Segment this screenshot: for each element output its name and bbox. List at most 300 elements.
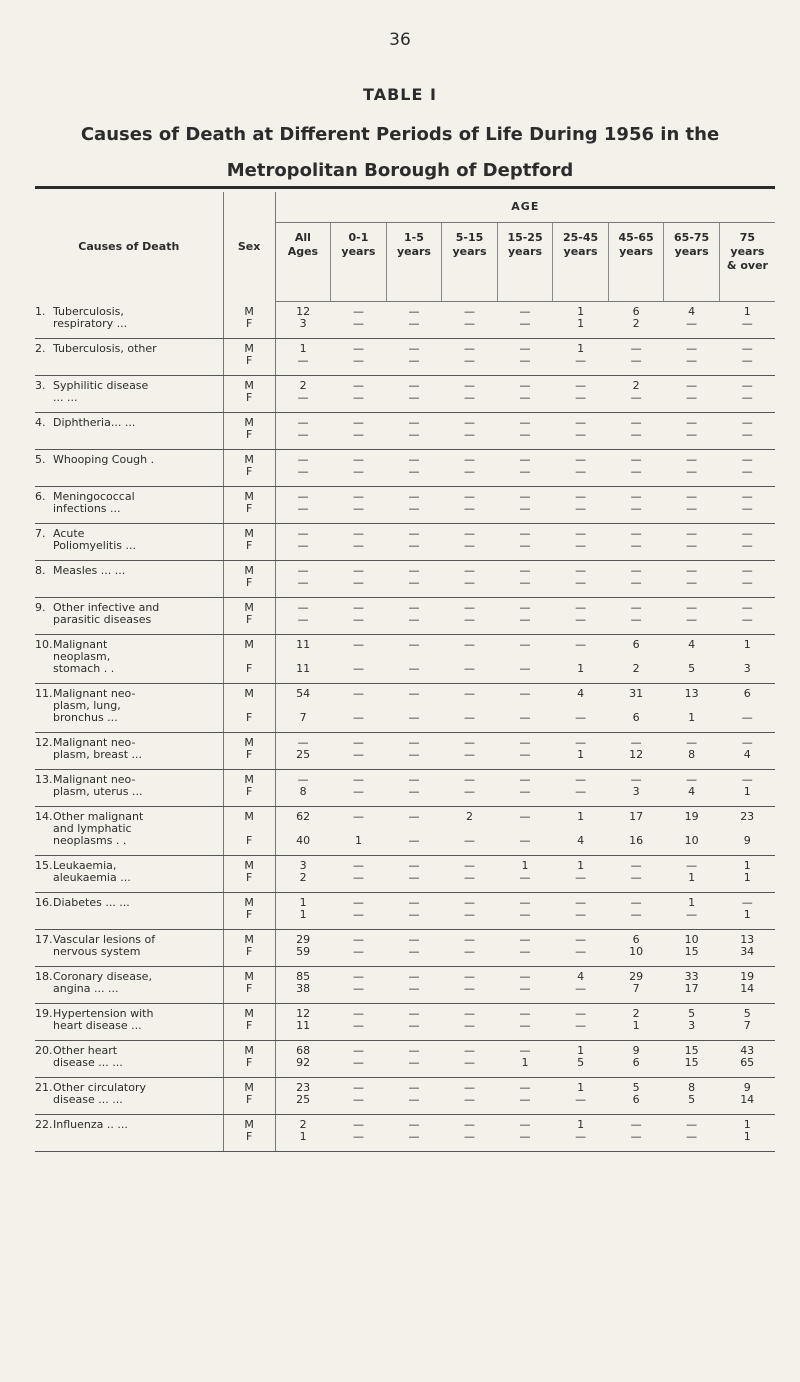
death-count: 7	[299, 711, 307, 724]
death-count: —	[741, 564, 753, 577]
death-count-cell	[386, 892, 442, 929]
death-count-cell	[386, 449, 442, 486]
death-count: —	[741, 465, 753, 478]
death-count-cell	[386, 523, 442, 560]
death-count-cell	[664, 892, 720, 929]
death-count: —	[519, 908, 531, 921]
death-count: —	[464, 834, 475, 847]
death-count-cell	[553, 523, 609, 560]
death-count: 1	[521, 859, 529, 872]
death-count: —	[464, 1130, 475, 1143]
death-count: —	[408, 1019, 420, 1032]
death-count-cell	[608, 523, 664, 560]
death-count-cell	[275, 1040, 331, 1077]
cause-number: 14.	[35, 810, 53, 823]
death-count-cell	[442, 806, 498, 855]
death-count: —	[464, 318, 475, 330]
death-count: —	[408, 576, 420, 589]
death-count-cell	[442, 769, 498, 806]
table-row	[35, 855, 775, 892]
cause-label: Syphilitic disease	[53, 379, 149, 392]
death-count: 1	[743, 638, 751, 651]
death-count: —	[630, 539, 642, 552]
death-count-cell	[497, 375, 553, 412]
death-count-cell	[497, 892, 553, 929]
death-count-cell	[664, 338, 720, 375]
death-count: —	[630, 871, 642, 884]
death-count-cell	[608, 449, 664, 486]
sex-cell	[223, 486, 275, 523]
death-count-cell	[275, 523, 331, 560]
death-count-cell	[331, 375, 387, 412]
death-count-cell	[331, 806, 387, 855]
cause-label: Leukaemia,	[53, 859, 117, 872]
death-count: —	[352, 465, 364, 478]
death-count: 4	[577, 970, 585, 983]
cause-number: 18.	[35, 970, 53, 983]
death-count: —	[630, 576, 642, 589]
death-count: —	[686, 354, 698, 367]
death-count: —	[575, 785, 587, 798]
death-count: —	[352, 416, 364, 429]
cause-text: plasm, breast ...	[53, 748, 143, 761]
death-count: 25	[296, 748, 311, 761]
cause-number: 16.	[35, 896, 53, 909]
age-column-header	[331, 223, 387, 302]
death-count: —	[352, 785, 364, 798]
death-count: 1	[299, 896, 307, 909]
death-count: —	[352, 490, 364, 503]
death-count: —	[519, 1007, 531, 1020]
cause-label: Other circulatory	[53, 1081, 147, 1094]
death-count: 29	[629, 970, 644, 983]
death-count: —	[575, 1093, 587, 1106]
death-count: —	[297, 527, 309, 540]
death-count: —	[408, 354, 420, 367]
death-count: —	[519, 638, 531, 651]
death-count-cell	[664, 597, 720, 634]
death-count-cell	[553, 892, 609, 929]
death-count: —	[297, 391, 309, 404]
death-count-cell	[386, 1077, 442, 1114]
death-count: —	[408, 1081, 420, 1094]
death-count: —	[519, 810, 531, 823]
death-count: 1	[743, 871, 751, 884]
death-count-cell	[497, 929, 553, 966]
cause-of-death-cell	[35, 683, 223, 732]
death-count: —	[408, 428, 420, 441]
death-count-cell	[442, 1114, 498, 1151]
death-count-cell	[553, 1077, 609, 1114]
cause-label: Malignant neo-	[53, 687, 136, 700]
cause-of-death-cell	[35, 855, 223, 892]
death-count-cell	[442, 338, 498, 375]
death-count: 4	[688, 638, 696, 651]
death-count: —	[630, 601, 642, 614]
death-count-cell	[442, 683, 498, 732]
death-count-cell	[719, 560, 775, 597]
death-count: —	[352, 613, 364, 626]
death-count: 1	[521, 1056, 529, 1069]
death-count: —	[741, 379, 753, 392]
death-count	[608, 823, 664, 835]
death-count: —	[464, 1093, 475, 1106]
death-count-cell	[331, 1077, 387, 1114]
death-count-cell	[664, 1003, 720, 1040]
death-count: —	[686, 502, 698, 515]
table-row	[35, 597, 775, 634]
death-count: 1	[299, 342, 307, 355]
death-count: —	[464, 736, 475, 749]
death-count: —	[352, 601, 364, 614]
cause-text	[35, 417, 221, 429]
death-count-cell	[275, 1077, 331, 1114]
death-count: —	[408, 711, 420, 724]
death-count: 10	[684, 834, 699, 847]
death-count-cell	[553, 560, 609, 597]
causes-of-death-table	[35, 192, 775, 1152]
death-count-cell	[386, 769, 442, 806]
death-count-cell	[331, 634, 387, 683]
death-count: —	[519, 354, 531, 367]
sex-value: F	[245, 871, 253, 884]
death-count: —	[408, 391, 420, 404]
death-count: 38	[296, 982, 311, 995]
death-count: —	[519, 834, 531, 847]
death-count: —	[352, 1093, 364, 1106]
death-count-cell	[442, 375, 498, 412]
table-row	[35, 683, 775, 732]
sex-value: F	[245, 391, 253, 404]
sex-value: M	[244, 896, 254, 909]
sex-cell	[223, 560, 275, 597]
death-count: —	[408, 871, 420, 884]
cause-text: disease ... ...	[53, 1093, 123, 1106]
death-count: —	[630, 859, 642, 872]
death-count: —	[630, 1130, 642, 1143]
death-count-cell	[497, 449, 553, 486]
death-count-cell	[442, 892, 498, 929]
death-count: 43	[740, 1044, 755, 1057]
death-count-cell	[497, 486, 553, 523]
cause-of-death-cell	[35, 1040, 223, 1077]
death-count: —	[464, 970, 475, 983]
death-count: —	[464, 428, 475, 441]
death-count: 1	[577, 748, 585, 761]
death-count-cell	[497, 855, 553, 892]
death-count-cell	[553, 929, 609, 966]
age-column-header-line: 75	[739, 231, 756, 244]
death-count-cell	[553, 683, 609, 732]
death-count-cell	[608, 1114, 664, 1151]
cause-label: Other heart	[53, 1044, 118, 1057]
table-row	[35, 806, 775, 855]
death-count: —	[686, 428, 698, 441]
death-count: —	[297, 539, 309, 552]
death-count: 92	[296, 1056, 311, 1069]
death-count-cell	[608, 486, 664, 523]
death-count: —	[352, 773, 364, 786]
death-count-cell	[331, 732, 387, 769]
age-column-header	[442, 223, 498, 302]
death-count: —	[686, 465, 698, 478]
death-count: —	[464, 379, 475, 392]
cause-number: 15.	[35, 859, 53, 872]
cause-text	[35, 688, 221, 700]
death-count: —	[630, 896, 642, 909]
death-count: —	[464, 748, 475, 761]
death-count: 3	[632, 785, 640, 798]
age-column-header-line: 1-5	[404, 231, 424, 244]
age-column-header	[719, 223, 775, 302]
death-count: 3	[743, 662, 751, 675]
death-count-cell	[275, 338, 331, 375]
death-count: —	[408, 465, 420, 478]
sex-value: F	[245, 576, 253, 589]
cause-label: Influenza .. ...	[53, 1118, 128, 1131]
death-count: —	[408, 896, 420, 909]
death-count: —	[464, 490, 475, 503]
death-count-cell	[386, 597, 442, 634]
cause-text: neoplasm,	[53, 650, 111, 663]
death-count: —	[408, 945, 420, 958]
death-count: 12	[629, 748, 644, 761]
death-count: 5	[688, 1093, 696, 1106]
death-count: —	[464, 1118, 475, 1131]
death-count: 11	[296, 662, 311, 675]
death-count: 1	[743, 306, 751, 318]
sex-value: M	[244, 416, 254, 429]
death-count: —	[352, 933, 364, 946]
death-count: 2	[632, 379, 640, 392]
table-row	[35, 1003, 775, 1040]
cause-of-death-cell	[35, 966, 223, 1003]
cause-number: 9.	[35, 601, 46, 614]
cause-of-death-cell	[35, 1077, 223, 1114]
death-count-cell	[275, 1114, 331, 1151]
death-count-cell	[386, 929, 442, 966]
death-count: 1	[299, 908, 307, 921]
death-count: —	[352, 564, 364, 577]
death-count: 23	[740, 810, 755, 823]
death-count: —	[630, 465, 642, 478]
death-count: —	[519, 687, 531, 700]
death-count: —	[519, 1081, 531, 1094]
sex-value: F	[245, 945, 253, 958]
sex-value: M	[244, 773, 254, 786]
sex-cell	[223, 1040, 275, 1077]
death-count: —	[519, 982, 531, 995]
sex-value: M	[244, 1118, 254, 1131]
death-count-cell	[497, 806, 553, 855]
death-count-cell	[608, 806, 664, 855]
cause-text	[35, 1082, 221, 1094]
death-count-cell	[275, 486, 331, 523]
death-count: —	[408, 613, 420, 626]
cause-label: Malignant neo-	[53, 736, 136, 749]
death-count: 2	[632, 318, 640, 330]
death-count: —	[297, 773, 309, 786]
death-count: —	[686, 613, 698, 626]
death-count-cell	[386, 375, 442, 412]
death-count: —	[352, 306, 364, 318]
age-column-header	[386, 223, 442, 302]
death-count: —	[464, 711, 475, 724]
death-count-cell	[664, 1077, 720, 1114]
death-count: —	[686, 453, 698, 466]
cause-of-death-cell	[35, 769, 223, 806]
death-count: —	[352, 354, 364, 367]
death-count-cell	[664, 375, 720, 412]
death-count: —	[464, 945, 475, 958]
death-count	[276, 823, 331, 835]
death-count: 6	[743, 687, 751, 700]
death-count: —	[352, 527, 364, 540]
death-count-cell	[719, 302, 775, 339]
sex-value	[224, 700, 275, 712]
death-count: 1	[743, 1130, 751, 1143]
sex-value: M	[244, 638, 254, 651]
death-count: —	[519, 1118, 531, 1131]
death-count: —	[352, 576, 364, 589]
sex-cell	[223, 855, 275, 892]
death-count: —	[352, 379, 364, 392]
death-count: —	[519, 564, 531, 577]
cause-label: Meningococcal	[53, 490, 135, 503]
cause-label: Vascular lesions of	[53, 933, 156, 946]
death-count-cell	[331, 683, 387, 732]
cause-text	[35, 1008, 221, 1020]
death-count	[276, 651, 331, 663]
sex-value: F	[245, 1019, 253, 1032]
sex-value: F	[245, 908, 253, 921]
death-count-cell	[331, 338, 387, 375]
death-count: —	[630, 342, 642, 355]
death-count: 1	[577, 1118, 585, 1131]
death-count-cell	[664, 929, 720, 966]
cause-label: Diphtheria... ...	[53, 416, 136, 429]
death-count-cell	[442, 449, 498, 486]
death-count: 7	[743, 1019, 751, 1032]
age-column-header-line: & over	[726, 259, 768, 272]
death-count: 29	[296, 933, 311, 946]
death-count-cell	[719, 1040, 775, 1077]
cause-of-death-cell	[35, 806, 223, 855]
death-count: —	[686, 1130, 698, 1143]
page-number: 36	[389, 30, 411, 50]
death-count: 9	[743, 834, 751, 847]
death-count-cell	[275, 966, 331, 1003]
cause-number: 12.	[35, 736, 53, 749]
cause-text	[35, 934, 221, 946]
death-count: —	[352, 539, 364, 552]
death-count-cell	[608, 634, 664, 683]
death-count	[331, 651, 387, 663]
death-count: —	[519, 576, 531, 589]
death-count: 5	[577, 1056, 585, 1069]
age-column-header-line: years	[619, 245, 654, 258]
death-count: —	[464, 1056, 475, 1069]
death-count-cell	[608, 412, 664, 449]
death-count-cell	[497, 412, 553, 449]
death-count: 2	[632, 662, 640, 675]
sex-cell	[223, 966, 275, 1003]
death-count: 2	[632, 1007, 640, 1020]
death-count: 7	[632, 982, 640, 995]
death-count: —	[519, 662, 531, 675]
cause-text	[35, 774, 221, 786]
death-count-cell	[275, 732, 331, 769]
death-count: 13	[740, 933, 755, 946]
death-count: —	[464, 687, 475, 700]
death-count-cell	[719, 966, 775, 1003]
age-column-header-line: years	[452, 245, 487, 258]
table-row	[35, 929, 775, 966]
death-count: —	[464, 1019, 475, 1032]
age-column-header-line: years	[674, 245, 709, 258]
cause-number: 22.	[35, 1118, 53, 1131]
death-count-cell	[275, 597, 331, 634]
age-column-header-line: 15-25	[507, 231, 543, 244]
death-count: —	[575, 391, 587, 404]
sex-value: F	[245, 1056, 253, 1069]
death-count: 11	[296, 638, 311, 651]
death-count: —	[575, 1007, 587, 1020]
death-count: —	[630, 613, 642, 626]
death-count	[497, 700, 553, 712]
death-count: —	[686, 539, 698, 552]
death-count: —	[741, 428, 753, 441]
cause-text	[35, 380, 221, 392]
death-count: —	[630, 453, 642, 466]
death-count: —	[408, 601, 420, 614]
death-count: —	[352, 502, 364, 515]
death-count: —	[519, 945, 531, 958]
death-count-cell	[386, 732, 442, 769]
death-count: —	[464, 1044, 475, 1057]
death-count: 15	[684, 1056, 699, 1069]
death-count: —	[352, 662, 364, 675]
sex-cell	[223, 412, 275, 449]
death-count-cell	[608, 929, 664, 966]
death-count-cell	[664, 855, 720, 892]
sex-cell	[223, 892, 275, 929]
death-count: —	[575, 638, 587, 651]
death-count-cell	[386, 855, 442, 892]
death-count: —	[408, 453, 420, 466]
death-count: —	[352, 748, 364, 761]
table-title-line-2: Metropolitan Borough of Deptford	[226, 160, 574, 181]
table-row	[35, 560, 775, 597]
death-count: —	[575, 416, 587, 429]
death-count: —	[408, 773, 420, 786]
death-count-cell	[497, 523, 553, 560]
death-count: —	[408, 662, 420, 675]
sex-cell	[223, 1114, 275, 1151]
death-count: —	[464, 613, 475, 626]
death-count-cell	[331, 412, 387, 449]
death-count: —	[575, 736, 587, 749]
cause-number: 3.	[35, 379, 46, 392]
death-count: —	[686, 908, 698, 921]
cause-text	[35, 639, 221, 651]
death-count-cell	[553, 302, 609, 339]
death-count-cell	[608, 560, 664, 597]
death-count-cell	[553, 1040, 609, 1077]
death-count: 1	[577, 662, 585, 675]
death-count-cell	[664, 769, 720, 806]
age-column-header-line: years	[730, 245, 765, 258]
